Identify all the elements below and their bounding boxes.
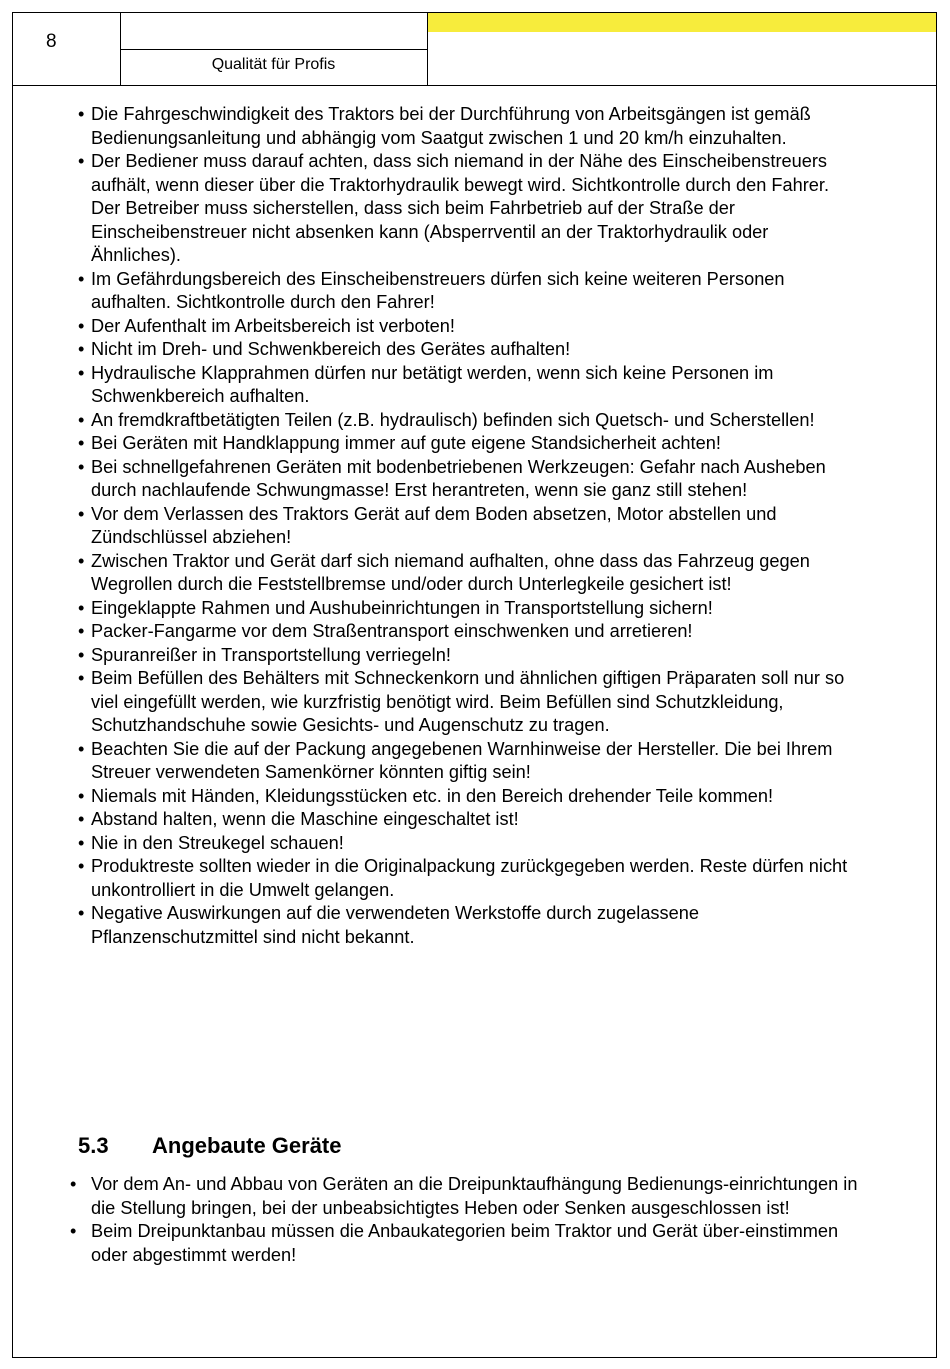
bullet-icon: •: [78, 409, 85, 430]
bullet-icon: •: [78, 339, 85, 359]
list-item: • Beim Dreipunktanbau müssen die Anbaukategorien beim Traktor und Gerät über-einstimmen oder abgestimmt werden!: [70, 1221, 839, 1265]
list-item: • Der Bediener muss darauf achten, dass sich niemand in der Nähe des Einscheibenstreuers aufhält, wenn dieser über die Traktorhydraulik bewegt wird. Sichtkontrolle durch den Fahrer. Der Betreiber muss sicherstellen, dass sich beim Fahrbetrieb auf der Straße der Einscheibenstreuer nicht absenken kann (Absperrventil an der Traktorhydraulik oder Ähnliches).: [78, 151, 829, 265]
bullet-icon: •: [78, 621, 85, 641]
section-bullet-list: [0, 1173, 862, 1267]
list-item: • Nie in den Streukegel schauen!: [0, 832, 862, 856]
section-heading: [78, 1133, 342, 1159]
bullet-icon: •: [78, 644, 85, 665]
header-cell-divider: [120, 49, 427, 50]
bullet-icon: •: [78, 550, 85, 571]
bullet-icon: •: [78, 268, 85, 289]
list-item: • Im Gefährdungsbereich des Einscheibenstreuers dürfen sich keine weiteren Personen aufhalten. Sichtkontrolle durch den Fahrer!: [78, 268, 785, 312]
safety-bullet-list: [0, 103, 862, 949]
list-item: • Nicht im Dreh- und Schwenkbereich des Gerätes aufhalten!: [0, 338, 862, 362]
list-item: • Abstand halten, wenn die Maschine eingeschaltet ist!: [0, 808, 862, 832]
list-item: • Eingeklappte Rahmen und Aushubeinrichtungen in Transportstellung sichern!: [0, 597, 862, 621]
list-item: • Vor dem Verlassen des Traktors Gerät auf dem Boden absetzen, Motor abstellen und Zündschlüssel abziehen!: [78, 503, 777, 547]
bullet-icon: •: [70, 1174, 77, 1194]
bullet-icon: •: [78, 903, 85, 923]
list-item: • Die Fahrgeschwindigkeit des Traktors bei der Durchführung von Arbeitsgängen ist gemäß Bedienungsanleitung und abhängig vom Saatgut zwischen 1 und 20 km/h einzuhalten.: [78, 104, 811, 148]
bullet-icon: •: [78, 315, 85, 336]
list-item: • Spuranreißer in Transportstellung verriegeln!: [0, 644, 862, 668]
bullet-icon: •: [78, 597, 85, 618]
page-number: 8: [46, 31, 57, 52]
section-title: Angebaute Geräte: [152, 1133, 342, 1158]
header-slogan: Qualität für Profis: [211, 56, 336, 73]
list-item: • Bei schnellgefahrenen Geräten mit bodenbetriebenen Werkzeugen: Gefahr nach Ausheben durch nachlaufende Schwungmasse! Erst herantreten, wenn sie ganz still stehen!: [78, 456, 826, 500]
list-item: • Hydraulische Klapprahmen dürfen nur betätigt werden, wenn sich keine Personen im Schwenkbereich aufhalten.: [78, 362, 774, 406]
bullet-icon: •: [78, 104, 85, 124]
bullet-icon: •: [78, 433, 85, 453]
bullet-icon: •: [78, 362, 85, 383]
bullet-icon: •: [78, 785, 85, 806]
list-item: • Produktreste sollten wieder in die Originalpackung zurückgegeben werden. Reste dürfen nicht unkontrolliert in die Umwelt gelangen.: [78, 856, 848, 900]
bullet-icon: •: [78, 809, 85, 829]
bullet-icon: •: [70, 1221, 77, 1241]
list-item: • Der Aufenthalt im Arbeitsbereich ist verboten!: [0, 315, 862, 339]
list-item: • Vor dem An- und Abbau von Geräten an die Dreipunktaufhängung Bedienungs-einrichtungen in die Stellung bringen, bei der unbeabsichtigtes Heben oder Senken ausgeschlossen ist!: [70, 1174, 858, 1218]
list-item: • Beim Befüllen des Behälters mit Schneckenkorn und ähnlichen giftigen Präparaten soll nur so viel eingefüllt werden, wie kurzfristig benötigt wird. Beim Befüllen sind Schutzkleidung, Schutzhandschuhe sowie Gesichts- und Augenschutz zu tragen.: [78, 668, 845, 735]
list-item: • Negative Auswirkungen auf die verwendeten Werkstoffe durch zugelassene Pflanzenschutzmittel sind nicht bekannt.: [78, 903, 699, 947]
list-item: • Packer-Fangarme vor dem Straßentransport einschwenken und arretieren!: [0, 620, 862, 644]
list-item: • Bei Geräten mit Handklappung immer auf gute eigene Standsicherheit achten!: [0, 432, 862, 456]
list-item: • An fremdkraftbetätigten Teilen (z.B. hydraulisch) befinden sich Quetsch- und Scherstellen!: [0, 409, 862, 433]
section-number: 5.3: [78, 1133, 109, 1158]
bullet-icon: •: [78, 832, 85, 853]
bullet-icon: •: [78, 856, 85, 876]
header-accent-bar: [428, 13, 936, 32]
header-divider: [12, 85, 937, 86]
bullet-icon: •: [78, 456, 85, 477]
bullet-icon: •: [78, 503, 85, 524]
bullet-icon: •: [78, 738, 85, 759]
list-item: • Niemals mit Händen, Kleidungsstücken etc. in den Bereich drehender Teile kommen!: [0, 785, 862, 809]
list-item: • Beachten Sie die auf der Packung angegebenen Warnhinweise der Hersteller. Die bei Ihrem Streuer verwendeten Samenkörner könnten giftig sein!: [78, 738, 833, 782]
list-item: • Zwischen Traktor und Gerät darf sich niemand aufhalten, ohne dass das Fahrzeug gegen Wegrollen durch die Feststellbremse und/oder durch Unterlegkeile gesichert ist!: [78, 550, 810, 594]
bullet-icon: •: [78, 668, 85, 688]
bullet-icon: •: [78, 151, 85, 171]
